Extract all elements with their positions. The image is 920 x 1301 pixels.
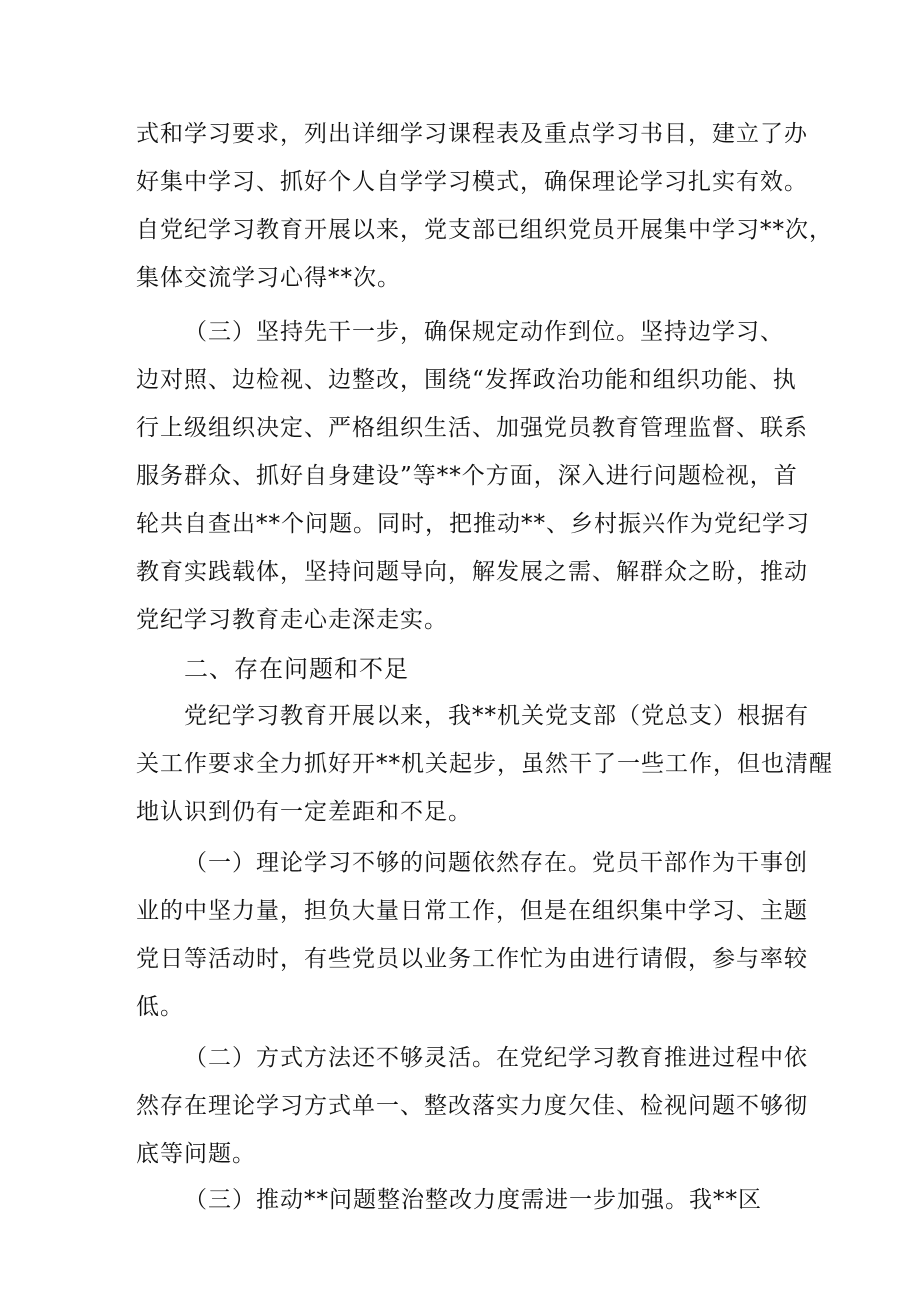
text-line: 边对照、边检视、边整改，围绕“发挥政治功能和组织功能、执 — [136, 367, 797, 393]
text-line: 党纪学习教育开展以来，我**机关党支部（党总支）根据有 — [184, 703, 809, 729]
text-line: 自党纪学习教育开展以来，党支部已组织党员开展集中学习**次， — [136, 217, 833, 243]
text-line: 底等问题。 — [136, 1141, 256, 1167]
text-line: （三）坚持先干一步，确保规定动作到位。坚持边学习、 — [184, 319, 784, 345]
text-line: 地认识到仍有一定差距和不足。 — [136, 799, 472, 825]
text-line: （一）理论学习不够的问题依然存在。党员干部作为干事创 — [184, 850, 808, 876]
text-line: 党日等活动时，有些党员以业务工作忙为由进行请假，参与率较 — [136, 946, 808, 972]
text-line: 式和学习要求，列出详细学习课程表及重点学习书目，建立了办 — [136, 121, 808, 147]
section-heading: 二、存在问题和不足 — [184, 655, 409, 683]
text-line: 服务群众、抓好自身建设”等**个方面，深入进行问题检视，首 — [136, 463, 798, 489]
text-line: 教育实践载体，坚持问题导向，解发展之需、解群众之盼，推动 — [136, 559, 808, 585]
text-line: 然存在理论学习方式单一、整改落实力度欠佳、检视问题不够彻 — [136, 1093, 808, 1119]
text-line: 行上级组织决定、严格组织生活、加强党员教育管理监督、联系 — [136, 415, 808, 441]
text-line: 低。 — [136, 994, 184, 1020]
text-line: 轮共自查出**个问题。同时，把推动**、乡村振兴作为党纪学习 — [136, 511, 810, 537]
text-line: 集体交流学习心得**次。 — [136, 265, 401, 291]
text-line: 业的中坚力量，担负大量日常工作，但是在组织集中学习、主题 — [136, 898, 808, 924]
text-line: 关工作要求全力抓好开**机关起步，虽然干了一些工作，但也清醒 — [136, 751, 833, 777]
text-line: 好集中学习、抓好个人自学学习模式，确保理论学习扎实有效。 — [136, 169, 808, 195]
text-line: 党纪学习教育走心走深走实。 — [136, 607, 448, 633]
text-line: （二）方式方法还不够灵活。在党纪学习教育推进过程中依 — [184, 1045, 808, 1071]
text-line: （三）推动**问题整治整改力度需进一步加强。我**区 — [184, 1187, 762, 1213]
